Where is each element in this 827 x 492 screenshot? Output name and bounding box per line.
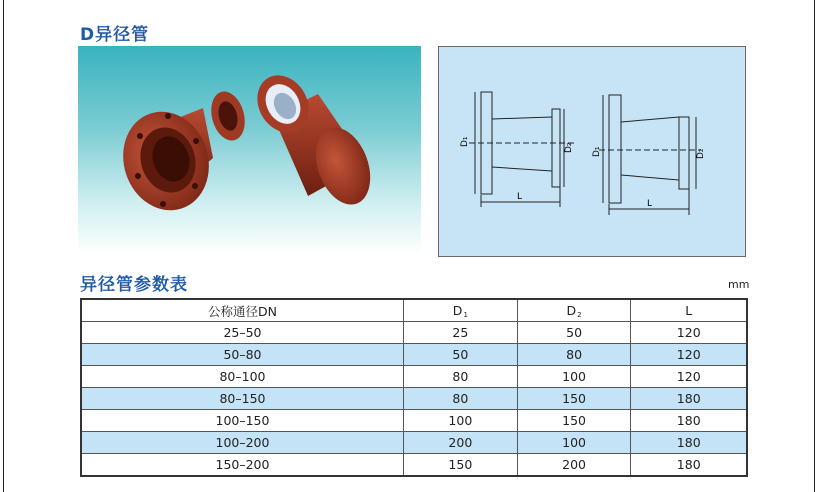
- cell-d1: 25: [403, 322, 517, 344]
- table-row: [81, 410, 747, 432]
- cell-dn: 80–100: [81, 366, 403, 388]
- header-d2: $D_2$: [517, 299, 631, 322]
- header-d1: $D_1$: [403, 299, 517, 322]
- cell-d1: 80: [403, 366, 517, 388]
- l-label-right: L: [647, 199, 653, 209]
- cell-l: 180: [631, 410, 747, 432]
- table-row: [81, 432, 747, 454]
- cell-l: 180: [631, 388, 747, 410]
- l-label-left: L: [517, 192, 523, 202]
- cell-dn: 50–80: [81, 344, 403, 366]
- cell-d1: 80: [403, 388, 517, 410]
- table-row: [81, 454, 747, 477]
- cell-d2: 80: [517, 344, 631, 366]
- d2-label-right: D₂: [696, 148, 706, 159]
- cell-d2: 50: [517, 322, 631, 344]
- cell-dn: 150–200: [81, 454, 403, 477]
- header-l: L: [631, 299, 747, 322]
- table-title: 异径管参数表: [80, 275, 188, 295]
- parameter-table: [80, 298, 748, 477]
- cell-dn: 100–200: [81, 432, 403, 454]
- cell-l: 180: [631, 454, 747, 477]
- cell-l: 120: [631, 322, 747, 344]
- cell-d1: 50: [403, 344, 517, 366]
- cell-l: 120: [631, 366, 747, 388]
- cell-l: 120: [631, 344, 747, 366]
- cell-dn: 25–50: [81, 322, 403, 344]
- d2-label-left: D₂: [564, 142, 574, 153]
- left-border-line: [3, 0, 4, 492]
- table-row: [81, 344, 747, 366]
- cell-d2: 200: [517, 454, 631, 477]
- reducer-photo-illustration: [78, 46, 421, 254]
- cell-d1: 150: [403, 454, 517, 477]
- cell-l: 180: [631, 432, 747, 454]
- cell-dn: 80–150: [81, 388, 403, 410]
- table-row: [81, 322, 747, 344]
- cell-d2: 100: [517, 432, 631, 454]
- table-row: [81, 366, 747, 388]
- table-header-row: [81, 299, 747, 322]
- right-border-line: [814, 0, 815, 492]
- d1-label-left: D₁: [460, 136, 470, 147]
- cell-d2: 150: [517, 410, 631, 432]
- cell-d2: 150: [517, 388, 631, 410]
- d1-label-right: D₁: [592, 146, 602, 157]
- table-row: [81, 388, 747, 410]
- section-title: D异径管: [80, 25, 150, 45]
- product-photo: [78, 46, 421, 254]
- cell-dn: 100–150: [81, 410, 403, 432]
- unit-label: mm: [728, 278, 750, 291]
- header-dn: 公称通径DN: [81, 299, 403, 322]
- cell-d1: 100: [403, 410, 517, 432]
- reducer-drawing: [439, 47, 745, 256]
- dimension-diagram: [438, 46, 746, 257]
- cell-d2: 100: [517, 366, 631, 388]
- cell-d1: 200: [403, 432, 517, 454]
